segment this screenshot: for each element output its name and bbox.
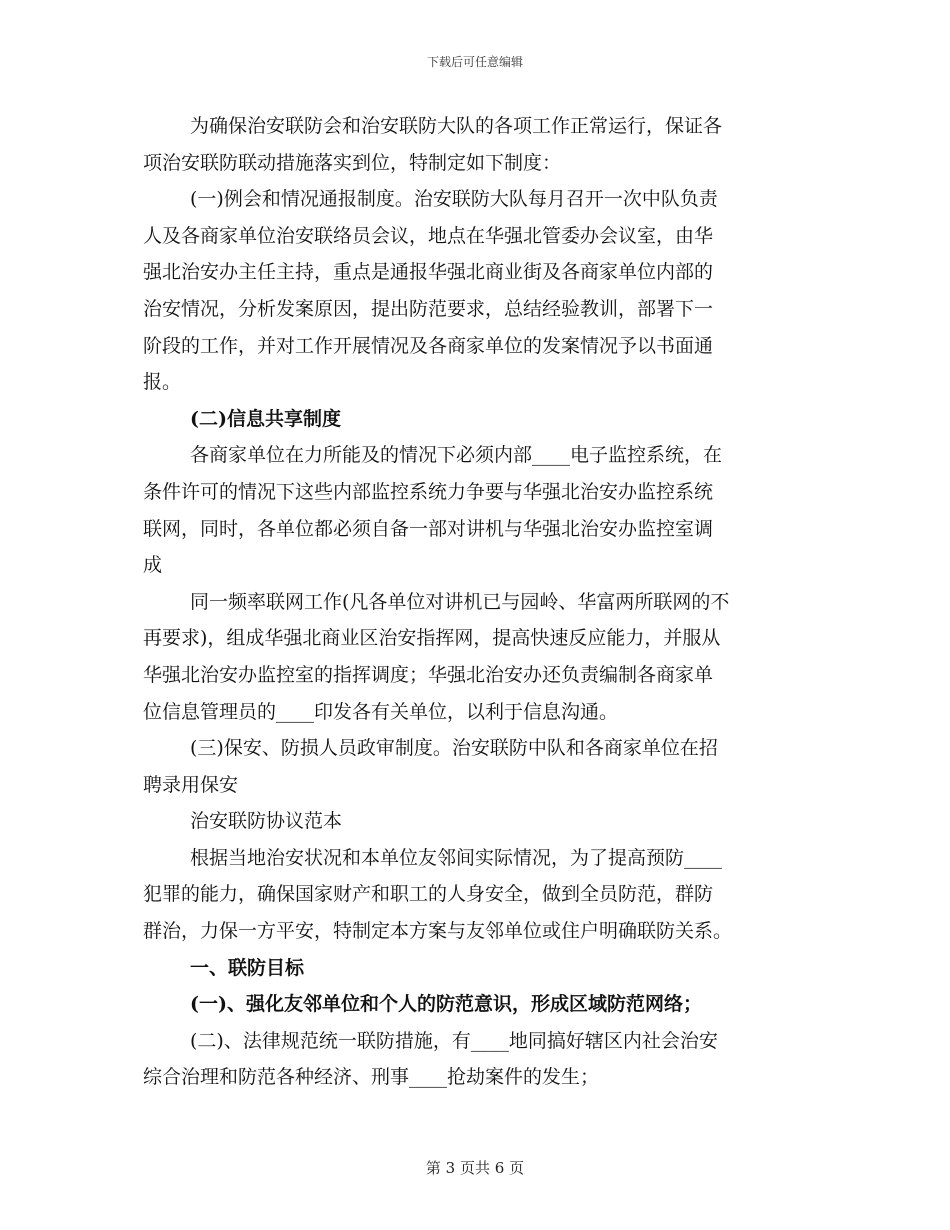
paragraph-line: 强北治安办主任主持，重点是通报华强北商业街及各商家单位内部的 [143,261,714,284]
paragraph-line: 阶段的工作，并对工作开展情况及各商家单位的发案情况予以书面通 [143,334,714,357]
paragraph-line: 犯罪的能力，确保国家财产和职工的人身安全，做到全员防范，群防 [143,883,714,906]
paragraph-line: 人及各商家单位治安联络员会议，地点在华强北管委办会议室，由华 [143,224,714,247]
paragraph-line: 项治安联防联动措施落实到位，特制定如下制度： [143,151,562,174]
paragraph-line: 综合治理和防范各种经济、刑事____抢劫案件的发生； [143,1066,600,1089]
paragraph-line: 根据当地治安状况和本单位友邻间实际情况，为了提高预防____ [190,846,723,869]
paragraph-line: 同一频率联网工作(凡各单位对讲机已与园岭、华富两所联网的不 [190,590,730,613]
paragraph-line: (三)保安、防损人员政审制度。治安联防中队和各商家单位在招 [190,737,718,760]
paragraph-line: 条件许可的情况下这些内部监控系统力争要与华强北治安办监控系统 [143,480,714,503]
paragraph-line: 联网，同时，各单位都必须自备一部对讲机与华强北治安办监控室调 [143,517,714,540]
paragraph-line: 治安联防协议范本 [190,810,343,833]
page-header: 下载后可任意编辑 [426,55,523,69]
document-body [143,108,808,1096]
paragraph-line: (二)、法律规范统一联防措施，有____地同搞好辖区内社会治安 [190,1029,718,1052]
paragraph-line: 聘录用保安 [143,773,239,796]
page-footer: 第 3 页共 6 页 [425,1159,525,1177]
paragraph-line: 治安情况，分析发案原因，提出防范要求，总结经验教训，部署下一 [143,297,714,320]
paragraph-line: 再要求)，组成华强北商业区治安指挥网，提高快速反应能力，并服从 [143,627,721,650]
paragraph-line: 位信息管理员的____印发各有关单位，以利于信息沟通。 [143,700,619,723]
paragraph-line: 报。 [143,371,182,394]
paragraph-line: 成 [143,554,163,577]
section-heading-line: 一、联防目标 [190,956,305,979]
section-heading-line: (一)、强化友邻单位和个人的防范意识，形成区域防范网络； [190,993,702,1016]
paragraph-line: 为确保治安联防会和治安联防大队的各项工作正常运行，保证各 [190,115,723,137]
paragraph-line: 华强北治安办监控室的指挥调度；华强北治安办还负责编制各商家单 [143,663,714,686]
paragraph-line: 各商家单位在力所能及的情况下必须内部____电子监控系统，在 [190,444,723,467]
paragraph-line: 群治，力保一方平安，特制定本方案与友邻单位或住户明确联防关系。 [143,920,733,943]
section-heading-line: (二)信息共享制度 [190,407,341,430]
paragraph-line: (一)例会和情况通报制度。治安联防大队每月召开一次中队负责 [190,188,718,211]
